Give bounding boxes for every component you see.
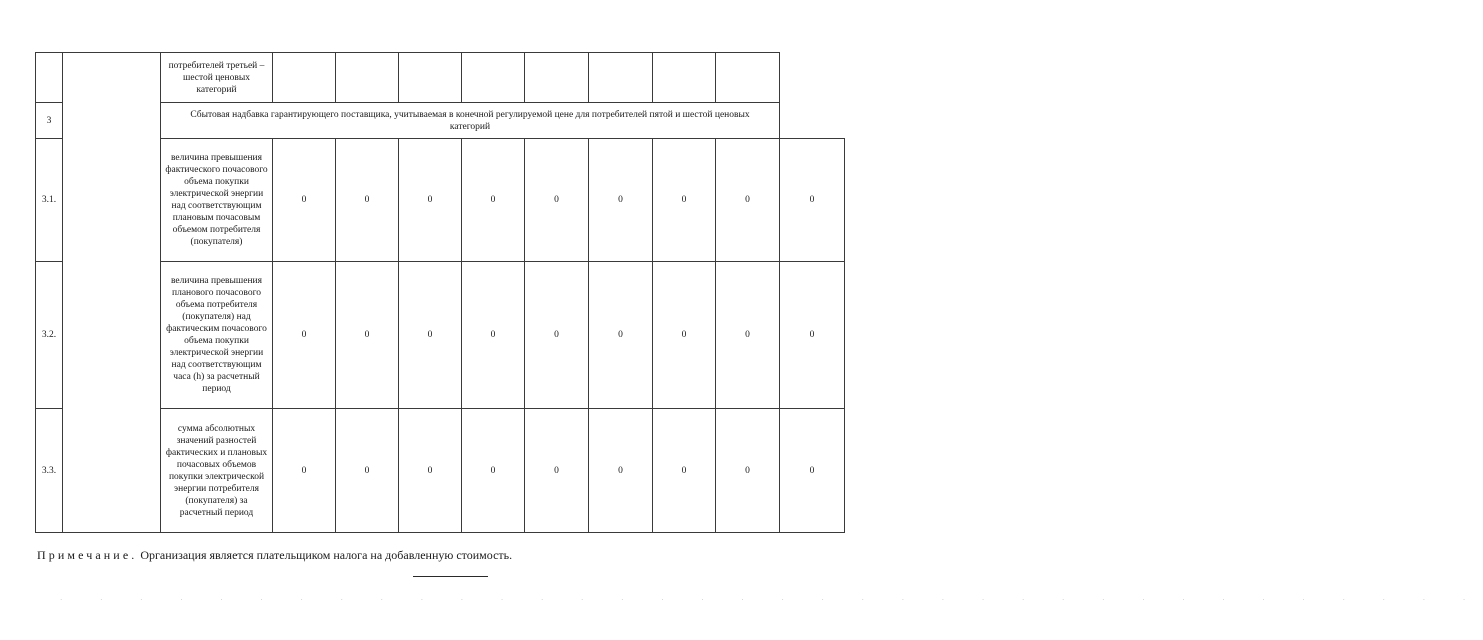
scan-noise: · · · · · · · · · · · · · · · · · · · · · · · · · · · · · · · · · · · · xyxy=(60,596,1483,604)
row-number: 3.1. xyxy=(36,139,63,262)
value-cell: 0 xyxy=(399,262,462,409)
row-number: 3.2. xyxy=(36,262,63,409)
value-cell: 0 xyxy=(462,409,525,533)
value-cell: 0 xyxy=(336,409,399,533)
merged-blank-column xyxy=(63,53,161,533)
section-number: 3 xyxy=(36,103,63,139)
section-title: Сбытовая надбавка гарантирующего поставщика, учитываемая в конечной регулируемой цене для потребителей пятой и шестой ценовых категорий xyxy=(161,103,780,139)
value-cell: 0 xyxy=(716,409,780,533)
value-cell-empty xyxy=(525,53,589,103)
tariff-table xyxy=(35,52,845,533)
row-label: величина превышения планового почасового объема потребителя (покупателя) над фактическим почасового объема покупки электрической энергии над соответствующим часа (h) за расчетный период xyxy=(161,262,273,409)
value-cell-empty xyxy=(462,53,525,103)
value-cell: 0 xyxy=(525,139,589,262)
end-rule-divider xyxy=(413,576,488,577)
value-cell: 0 xyxy=(462,262,525,409)
value-cell: 0 xyxy=(399,139,462,262)
value-cell: 0 xyxy=(653,409,716,533)
value-cell: 0 xyxy=(780,139,845,262)
value-cell-empty xyxy=(589,53,653,103)
value-cell: 0 xyxy=(273,262,336,409)
value-cell: 0 xyxy=(653,262,716,409)
value-cell: 0 xyxy=(336,139,399,262)
number-cell-empty xyxy=(36,53,63,103)
footnote xyxy=(37,548,512,563)
value-cell: 0 xyxy=(589,139,653,262)
value-cell: 0 xyxy=(589,262,653,409)
value-cell: 0 xyxy=(780,409,845,533)
value-cell: 0 xyxy=(336,262,399,409)
row-label: сумма абсолютных значений разностей фактических и плановых почасовых объемов покупки электрической энергии потребителя (покупателя) за расчетный период xyxy=(161,409,273,533)
value-cell: 0 xyxy=(525,409,589,533)
value-cell-empty xyxy=(716,53,780,103)
value-cell: 0 xyxy=(273,409,336,533)
value-cell-empty xyxy=(653,53,716,103)
value-cell: 0 xyxy=(462,139,525,262)
value-cell: 0 xyxy=(399,409,462,533)
value-cell-empty xyxy=(399,53,462,103)
footnote-prefix: Примечание. xyxy=(37,548,138,562)
value-cell: 0 xyxy=(716,139,780,262)
value-cell: 0 xyxy=(273,139,336,262)
row-label-top: потребителей третьей – шестой ценовых категорий xyxy=(161,53,273,103)
value-cell: 0 xyxy=(716,262,780,409)
row-number: 3.3. xyxy=(36,409,63,533)
value-cell: 0 xyxy=(653,139,716,262)
row-label: величина превышения фактического почасового объема покупки электрической энергии над соответствующим плановым почасовым объемом потребителя (покупателя) xyxy=(161,139,273,262)
value-cell: 0 xyxy=(780,262,845,409)
value-cell: 0 xyxy=(525,262,589,409)
value-cell-empty xyxy=(336,53,399,103)
table-row-top xyxy=(36,53,845,103)
footnote-text: Организация является плательщиком налога на добавленную стоимость. xyxy=(140,548,513,562)
value-cell: 0 xyxy=(589,409,653,533)
value-cell-empty xyxy=(273,53,336,103)
